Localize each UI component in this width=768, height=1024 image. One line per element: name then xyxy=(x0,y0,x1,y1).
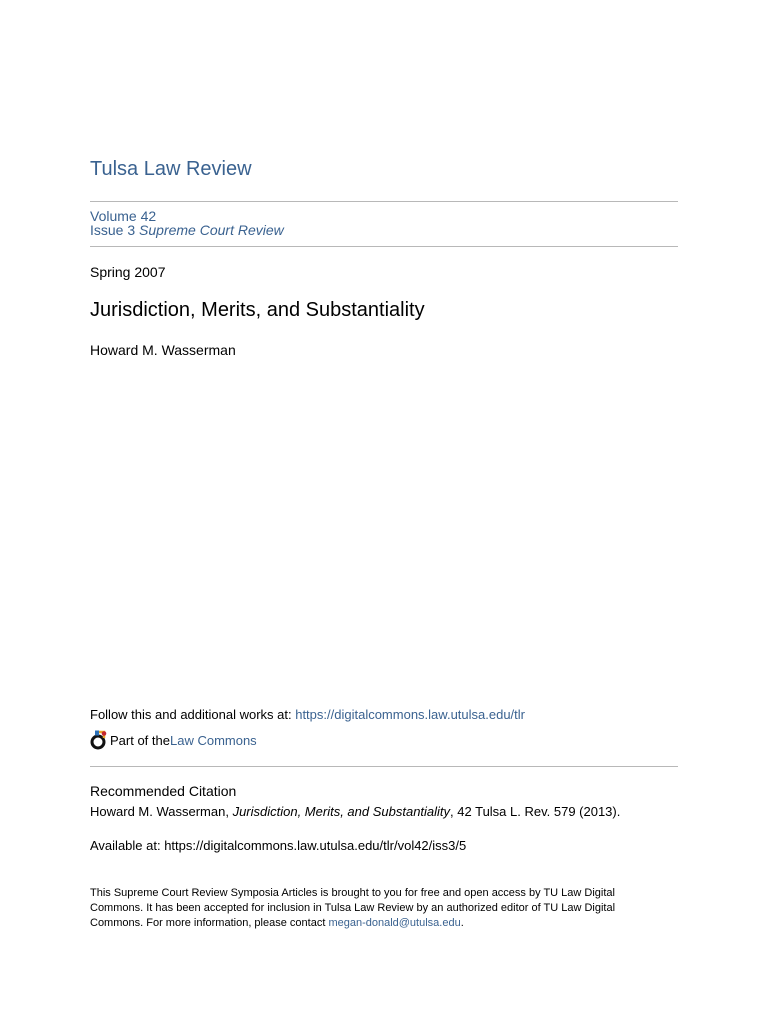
contact-email-link[interactable]: megan-donald@utulsa.edu xyxy=(328,917,461,929)
bepress-digital-commons-icon xyxy=(90,730,108,750)
follow-prefix: Follow this and additional works at: xyxy=(90,707,296,722)
part-of-line xyxy=(90,730,257,750)
citation-author: Howard M. Wasserman, xyxy=(90,804,233,819)
article-title: Jurisdiction, Merits, and Substantiality xyxy=(90,299,425,321)
follow-url-link[interactable]: https://digitalcommons.law.utulsa.edu/tlr xyxy=(295,707,525,722)
divider-top xyxy=(90,201,678,202)
volume-link[interactable]: Volume 42 xyxy=(90,208,157,224)
footer-notice xyxy=(90,886,650,931)
journal-title-link[interactable]: Tulsa Law Review xyxy=(90,158,252,180)
available-at-text: Available at: https://digitalcommons.law.utulsa.edu/tlr/vol42/iss3/5 xyxy=(90,838,467,853)
footer-end: . xyxy=(460,917,464,929)
follow-line xyxy=(90,707,525,722)
divider-middle xyxy=(90,246,678,247)
article-author: Howard M. Wasserman xyxy=(90,342,236,358)
publication-date: Spring 2007 xyxy=(90,264,166,280)
issue-link[interactable] xyxy=(90,223,284,238)
footer-text: This Supreme Court Review Symposia Articles is brought to you for free and open access by TU Law Digital Commons. It has been accepted for inclusion in Tulsa Law Review by an authorized editor of TU Law Digital Commons. For more information, please contact xyxy=(90,887,616,929)
citation-text xyxy=(90,804,620,819)
law-commons-link[interactable]: Law Commons xyxy=(169,732,257,748)
citation-title: Jurisdiction, Merits, and Substantiality xyxy=(232,804,451,819)
issue-name: Supreme Court Review xyxy=(139,222,284,238)
part-of-prefix: Part of the xyxy=(110,732,170,748)
divider-bottom xyxy=(90,766,678,767)
citation-rest: , 42 Tulsa L. Rev. 579 (2013). xyxy=(450,804,621,819)
issue-label: Issue 3 xyxy=(90,222,136,238)
recommended-citation-heading: Recommended Citation xyxy=(90,783,237,799)
